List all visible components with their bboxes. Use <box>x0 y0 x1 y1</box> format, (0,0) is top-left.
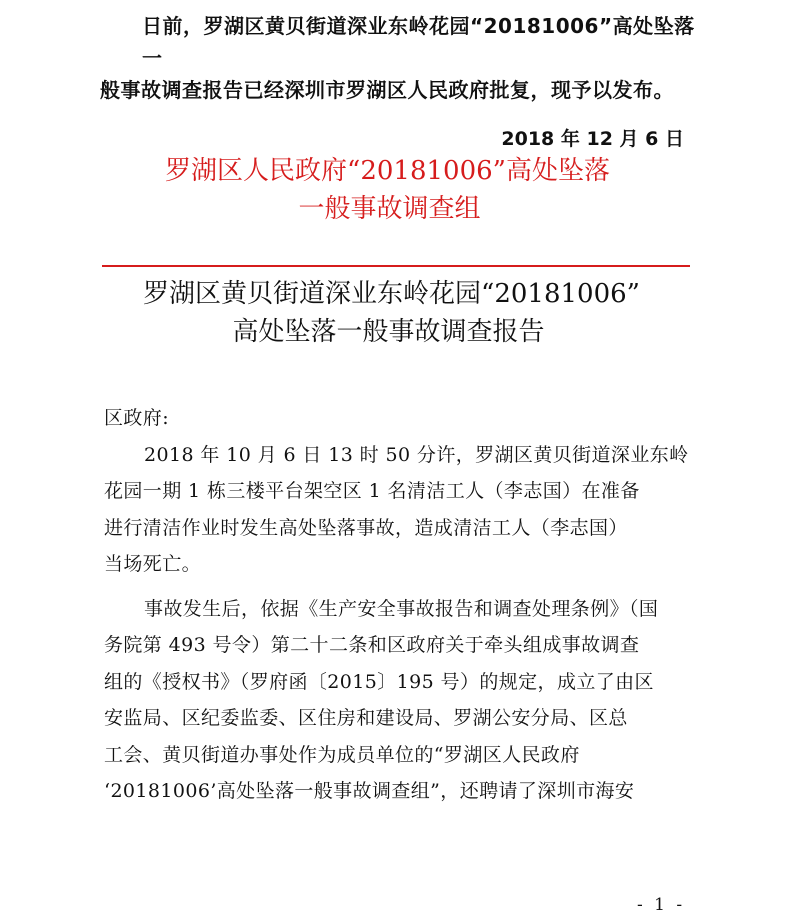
title-line-1: 罗湖区黄贝街道深业东岭花园“20181006” <box>143 279 640 309</box>
paragraph-1-line: 进行清洁作业时发生高处坠落事故，造成清洁工人（李志国） <box>104 516 628 539</box>
report-body <box>104 400 694 810</box>
report-title <box>0 275 789 351</box>
paragraph-2-line: 工会、黄贝街道办事处作为成员单位的“罗湖区人民政府 <box>104 743 580 766</box>
organization-line-1: 罗湖区人民政府“20181006”高处坠落 <box>165 156 610 186</box>
title-line-2: 高处坠落一般事故调查报告 <box>232 317 545 347</box>
issuing-organization <box>0 152 789 228</box>
paragraph-1-line: 花园一期 1 栋三楼平台架空区 1 名清洁工人（李志国）在准备 <box>104 480 640 502</box>
salutation: 区政府: <box>104 407 170 429</box>
document-date: 2018 年 12 月 6 日 <box>501 128 684 150</box>
organization-line-2: 一般事故调查组 <box>298 194 481 224</box>
notice-line-1: 日前，罗湖区黄贝街道深业东岭花园“20181006”高处坠落一 <box>142 14 695 70</box>
red-divider-line <box>102 265 690 267</box>
paragraph-2-line: 务院第 493 号令）第二十二条和区政府关于牵头组成事故调查 <box>104 634 640 656</box>
paragraph-2-line: 事故发生后，依据《生产安全事故报告和调查处理条例》（国 <box>144 597 659 620</box>
paragraph-1-line: 当场死亡。 <box>104 553 202 575</box>
paragraph-2-line: 组的《授权书》（罗府函〔2015〕195 号）的规定，成立了由区 <box>104 670 654 693</box>
paragraph-1-line: 2018 年 10 月 6 日 13 时 50 分许，罗湖区黄贝街道深业东岭 <box>144 443 689 466</box>
page-number: - 1 - <box>637 895 686 915</box>
paragraph-2-line: 安监局、区纪委监委、区住房和建设局、罗湖公安分局、区总 <box>104 707 628 729</box>
publication-notice <box>100 10 700 106</box>
notice-line-2: 般事故调查报告已经深圳市罗湖区人民政府批复，现予以发布。 <box>100 78 674 102</box>
paragraph-2-line: ‘20181006’高处坠落一般事故调查组”，还聘请了深圳市海安 <box>104 780 635 802</box>
